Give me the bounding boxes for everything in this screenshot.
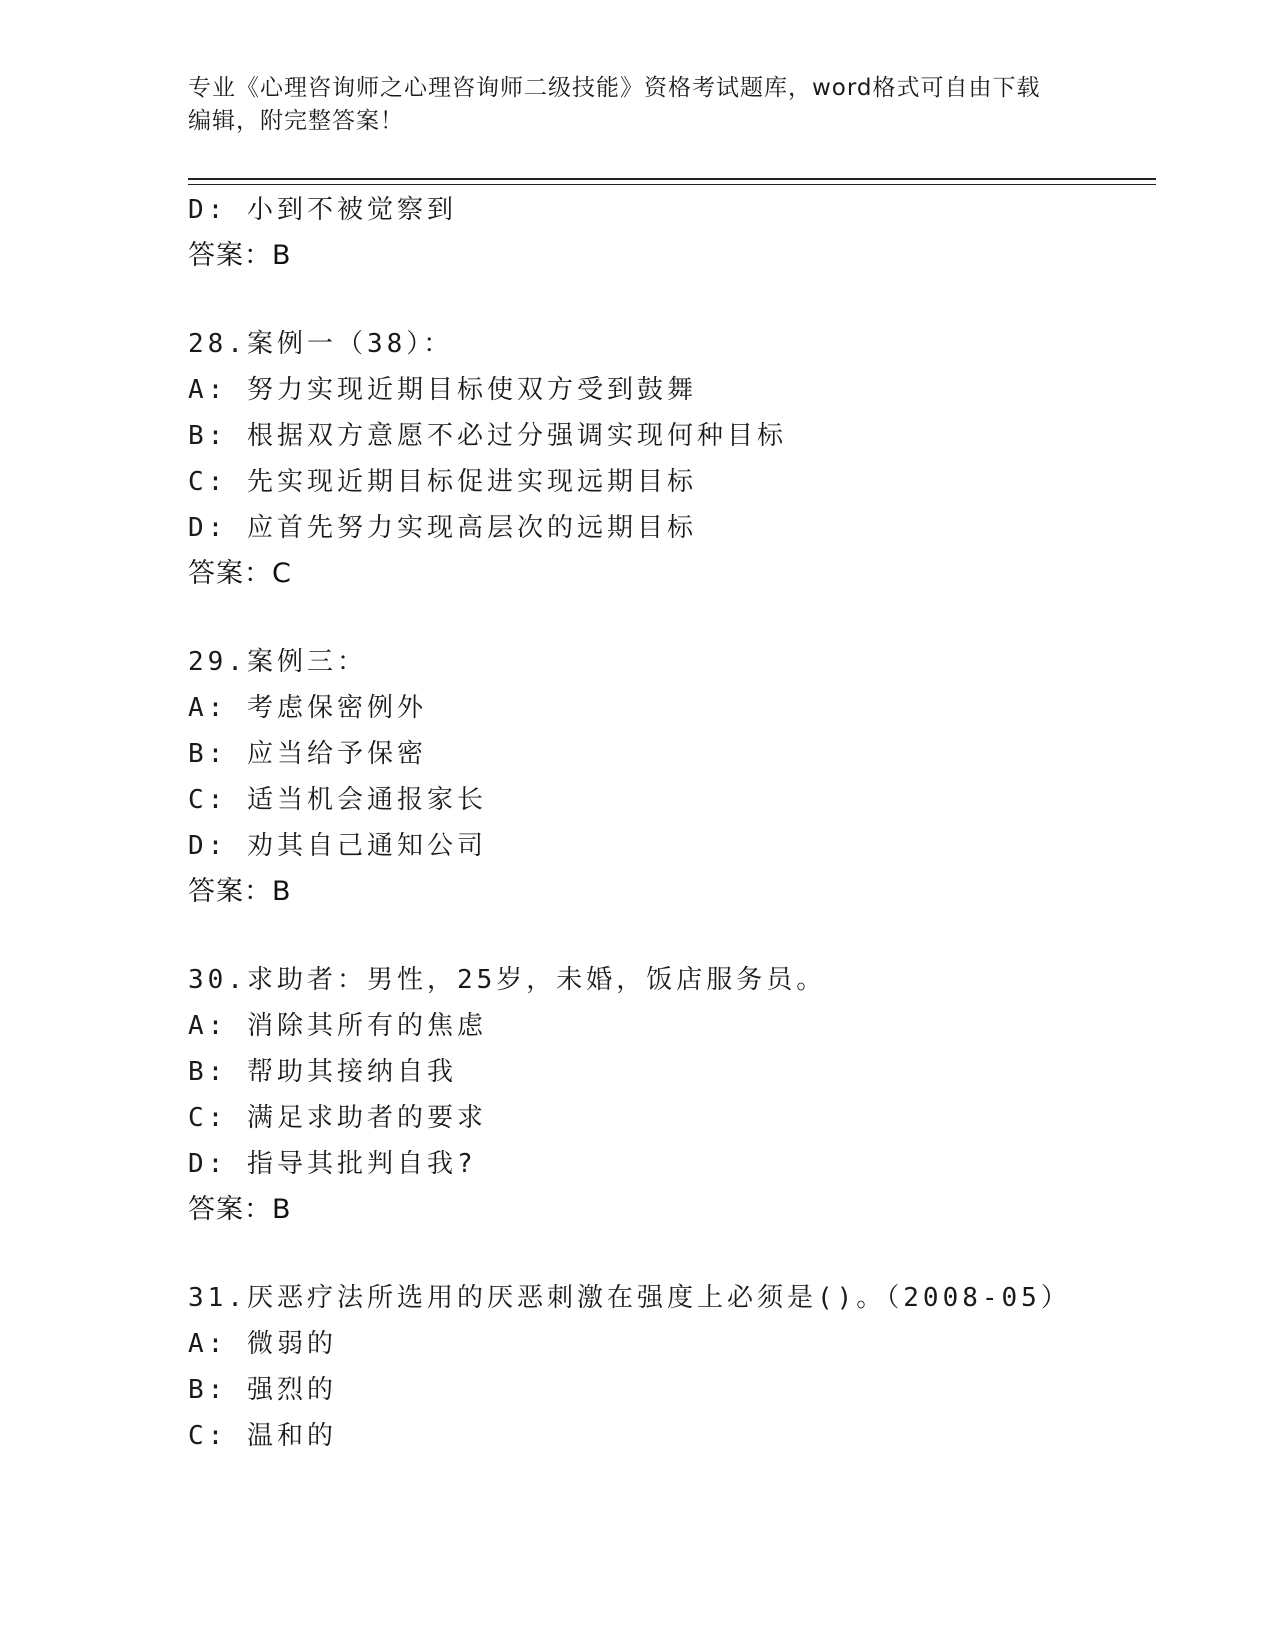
answer-line: 答案：B [188,240,292,271]
answer-line: 答案：B [188,876,292,907]
question-stem: 31.厌恶疗法所选用的厌恶刺激在强度上必须是()。（2008-05） [188,1283,1071,1313]
option-a: A: 消除其所有的焦虑 [188,1011,487,1041]
question-list [188,187,1156,1459]
option-c: C: 温和的 [188,1421,337,1451]
option-a: A: 微弱的 [188,1329,337,1359]
header-line-1: 专业《心理咨询师之心理咨询师二级技能》资格考试题库，word格式可自由下载 [188,75,1041,101]
option-c: C: 先实现近期目标促进实现远期目标 [188,467,697,497]
option-d: D: 小到不被觉察到 [188,195,457,225]
answer-line: 答案：C [188,558,292,589]
header-divider-bottom [188,184,1156,185]
question-stem: 28.案例一（38）： [188,329,454,359]
option-a: A: 努力实现近期目标使双方受到鼓舞 [188,375,697,405]
header-line-2: 编辑，附完整答案！ [188,108,404,134]
option-d: D: 指导其批判自我? [188,1149,477,1179]
option-c: C: 适当机会通报家长 [188,785,487,815]
question-stem: 30.求助者：男性，25岁，未婚，饭店服务员。 [188,965,827,995]
option-c: C: 满足求助者的要求 [188,1103,487,1133]
answer-line: 答案：B [188,1194,292,1225]
option-b: B: 帮助其接纳自我 [188,1057,457,1087]
option-b: B: 根据双方意愿不必过分强调实现何种目标 [188,421,787,451]
question-30 [188,957,1156,1233]
option-b: B: 应当给予保密 [188,739,427,769]
option-b: B: 强烈的 [188,1375,337,1405]
question-fragment [188,187,1156,279]
question-28 [188,321,1156,597]
question-stem: 29.案例三： [188,647,367,677]
page-header [188,72,1088,138]
option-a: A: 考虑保密例外 [188,693,427,723]
question-31 [188,1275,1156,1459]
option-d: D: 劝其自己通知公司 [188,831,487,861]
question-29 [188,639,1156,915]
option-d: D: 应首先努力实现高层次的远期目标 [188,513,697,543]
header-divider-top [188,178,1156,180]
